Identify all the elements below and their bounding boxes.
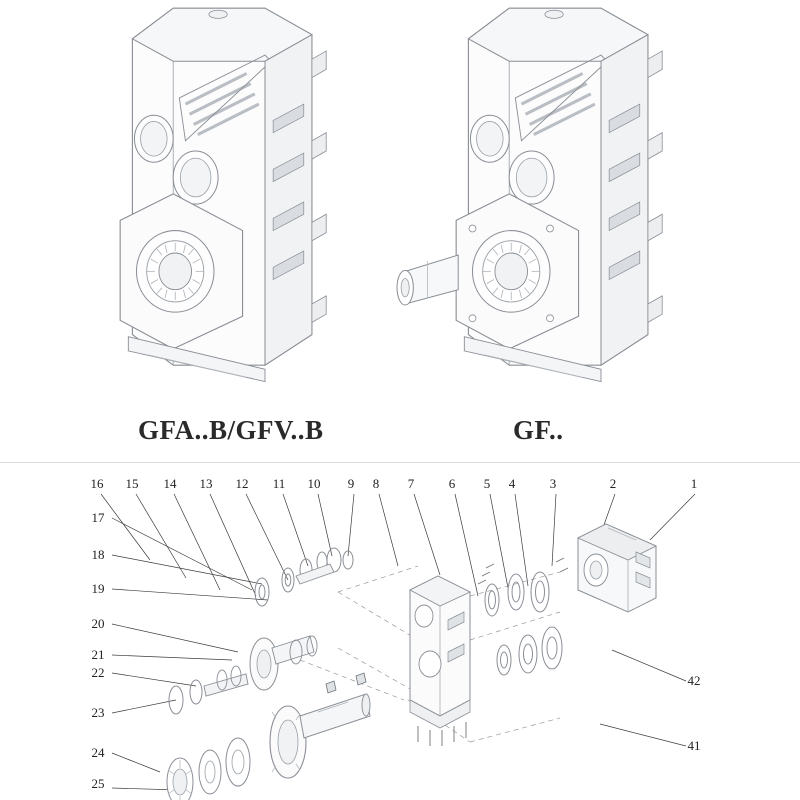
callout-number-right-42: 42 <box>687 673 701 688</box>
callout-number-top-9: 9 <box>347 476 355 491</box>
callout-number-top-13: 13 <box>199 476 213 491</box>
callout-number-top-8: 8 <box>372 476 380 491</box>
callout-number-top-3: 3 <box>549 476 557 491</box>
housing-drawing-right <box>397 8 662 381</box>
callout-leader-lines-right <box>600 650 686 746</box>
callout-number-left-21: 21 <box>91 647 105 662</box>
callout-leader-lines-left <box>112 518 268 790</box>
callout-number-left-22: 22 <box>91 665 105 680</box>
callout-number-left-23: 23 <box>91 705 105 720</box>
exploded-fasteners <box>478 558 568 584</box>
exploded-motor-adapter <box>578 524 656 612</box>
callout-number-top-7: 7 <box>407 476 415 491</box>
callout-number-left-20: 20 <box>91 616 105 631</box>
housing-drawing-left <box>120 8 326 381</box>
callout-number-left-25: 25 <box>91 776 105 791</box>
exploded-housing <box>410 576 470 746</box>
callout-number-top-6: 6 <box>448 476 456 491</box>
output-shaft <box>397 255 458 305</box>
callout-number-right-41: 41 <box>687 738 701 753</box>
callout-number-top-12: 12 <box>235 476 249 491</box>
exploded-assembly-drawing <box>101 494 695 800</box>
callout-number-top-10: 10 <box>307 476 321 491</box>
callout-number-top-2: 2 <box>609 476 617 491</box>
figure-caption-left: GFA..B/GFV..B <box>138 415 324 445</box>
callout-number-left-18: 18 <box>91 547 105 562</box>
callout-number-top-1: 1 <box>690 476 698 491</box>
section-divider <box>0 462 800 463</box>
callout-number-top-16: 16 <box>90 476 104 491</box>
figure-caption-right: GF.. <box>513 415 564 445</box>
callout-number-left-24: 24 <box>91 745 105 760</box>
callout-number-top-14: 14 <box>163 476 177 491</box>
callout-number-top-15: 15 <box>125 476 139 491</box>
callout-number-top-4: 4 <box>508 476 516 491</box>
callout-number-top-5: 5 <box>483 476 491 491</box>
callout-number-top-11: 11 <box>272 476 286 491</box>
callout-number-left-19: 19 <box>91 581 105 596</box>
callout-number-left-17: 17 <box>91 510 105 525</box>
exploded-shaft-gear-left <box>167 548 370 800</box>
